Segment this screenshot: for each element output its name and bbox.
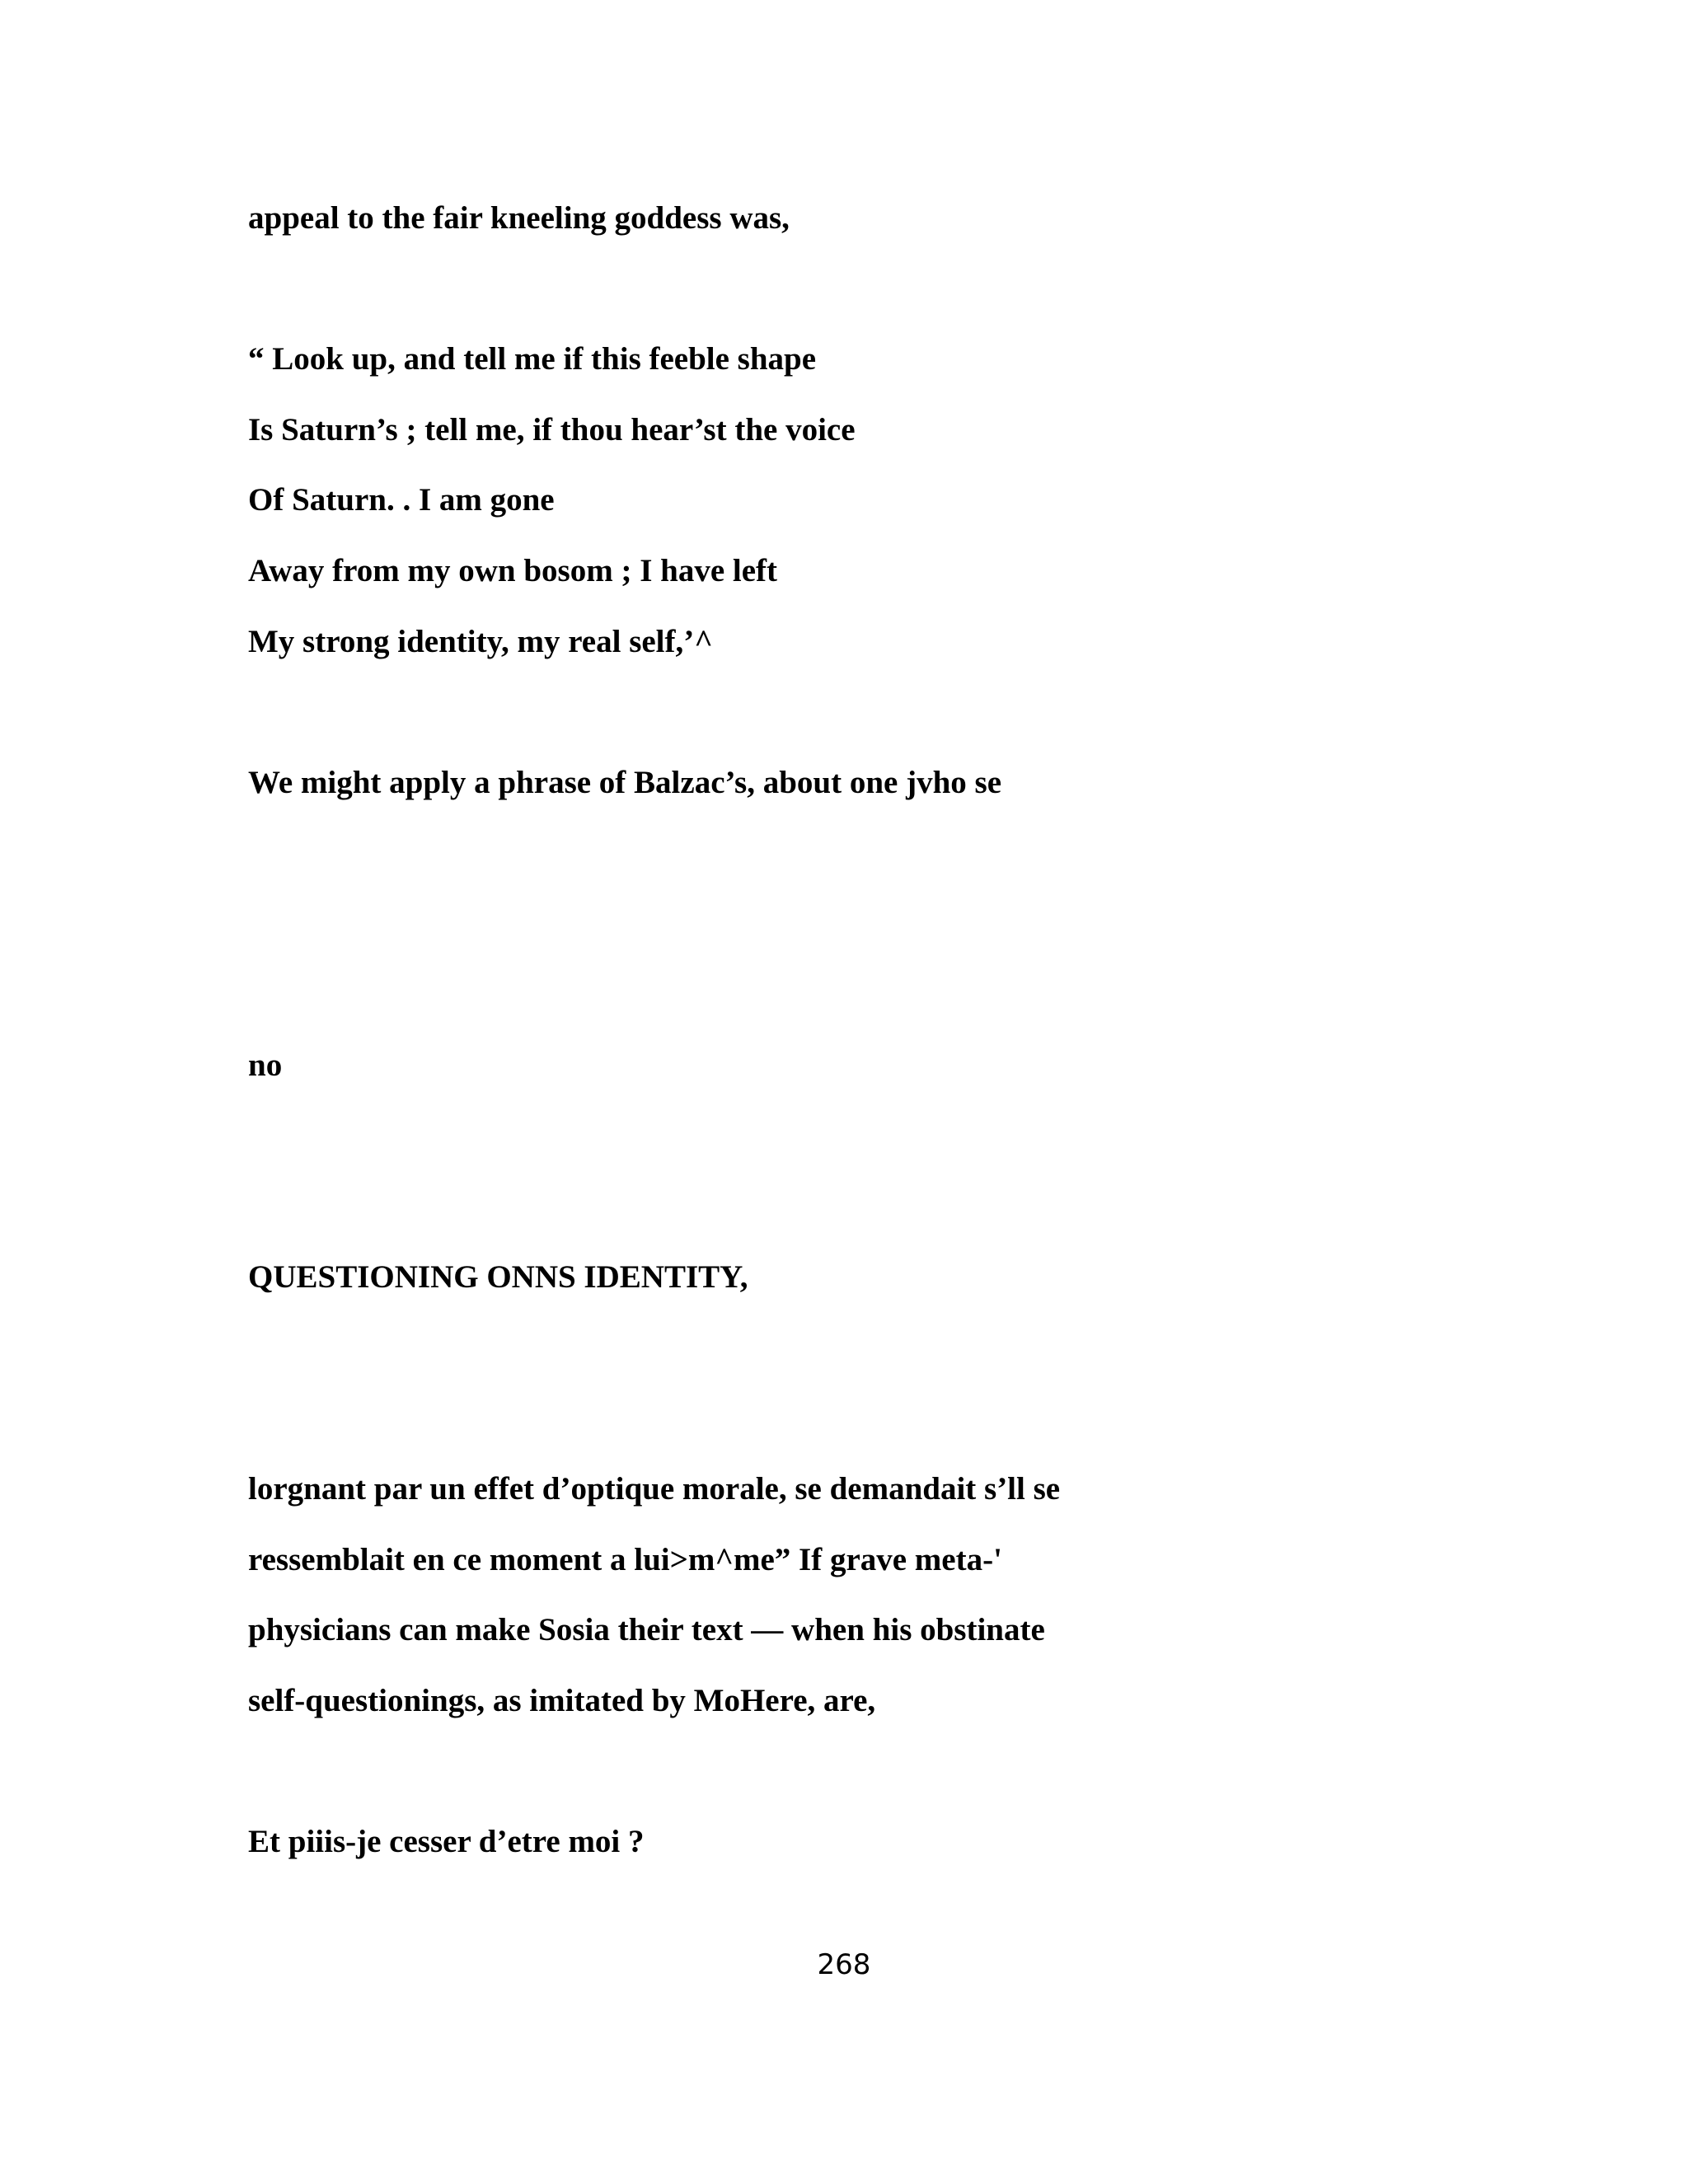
text-line: appeal to the fair kneeling goddess was, — [248, 200, 790, 236]
text-line: ressemblait en ce moment a lui>m^me” If grave meta-' — [248, 1542, 1002, 1577]
page-number: 268 — [817, 1948, 871, 1981]
text-line: lorgnant par un effet d’optique morale, se demandait s’ll se — [248, 1471, 1061, 1507]
verse-line: Of Saturn. . I am gone — [248, 482, 555, 518]
text-line: self-questionings, as imitated by MoHere, are, — [248, 1683, 876, 1718]
verse-line: Away from my own bosom ; I have left — [248, 553, 777, 588]
running-header-number: no — [248, 1047, 283, 1083]
running-header-title: QUESTIONING ONNS IDENTITY, — [248, 1259, 748, 1295]
text-line: physicians can make Sosia their text — when his obstinate — [248, 1612, 1045, 1647]
text-line: We might apply a phrase of Balzac’s, about one jvho se — [248, 765, 1002, 800]
quoted-line: Et piiis-je cesser d’etre moi ? — [248, 1824, 645, 1859]
verse-line: My strong identity, my real self,’^ — [248, 624, 713, 659]
verse-line: Is Saturn’s ; tell me, if thou hear’st the voice — [248, 412, 856, 448]
verse-line: “ Look up, and tell me if this feeble shape — [248, 341, 817, 377]
